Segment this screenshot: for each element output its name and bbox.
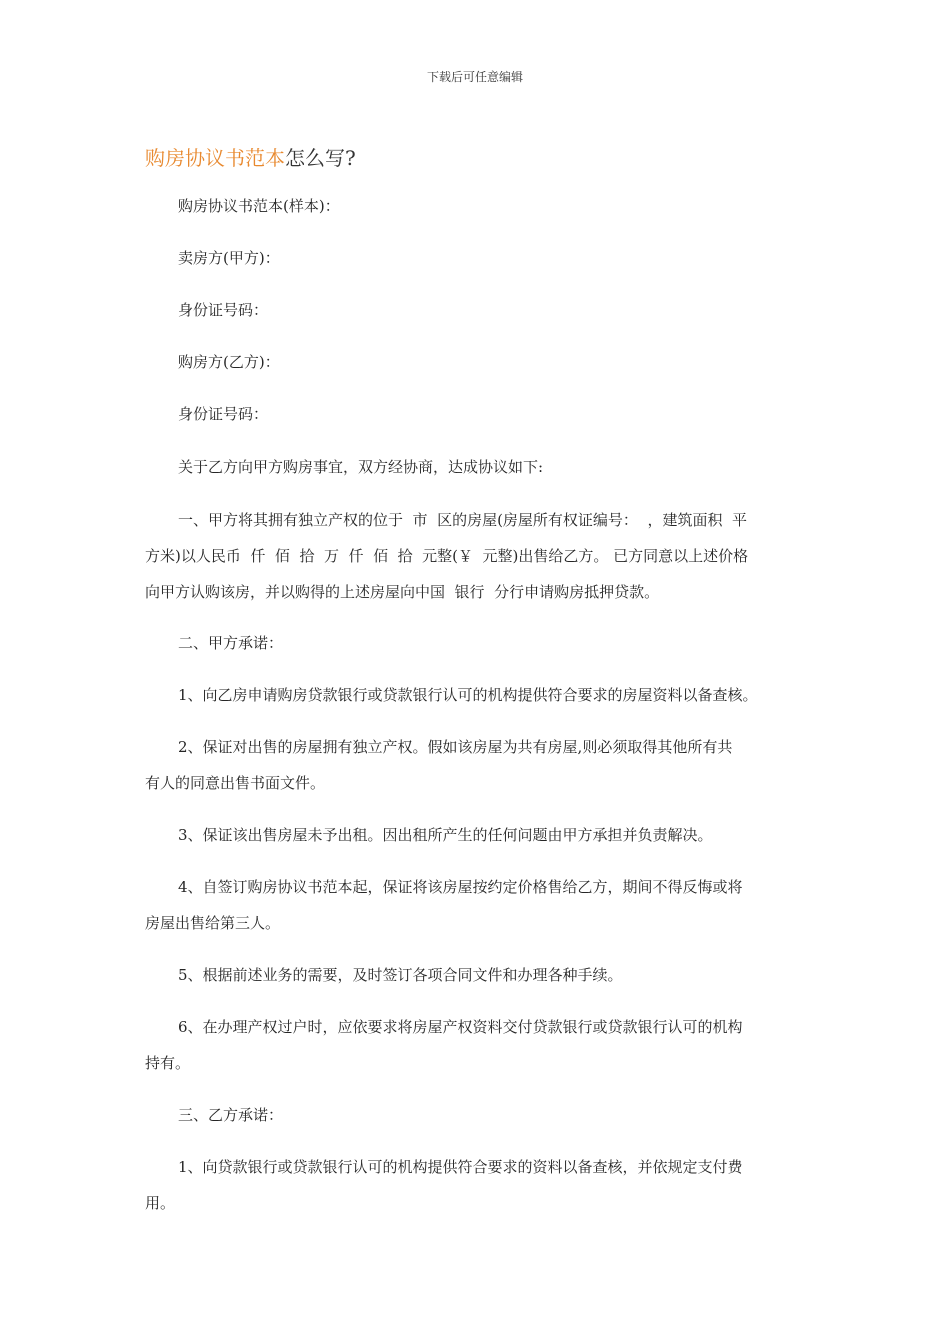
buyer-line: 购房方(乙方)： [178,353,280,371]
party-b-item-1-line-1: 1、向贷款银行或贷款银行认可的机构提供符合要求的资料以备查核，并依规定支付费 [178,1158,743,1176]
clause-one-line-3: 向甲方认购该房，并以购得的上述房屋向中国 银行 分行申请购房抵押贷款。 [145,583,660,601]
party-a-item-4-line-1: 4、自签订购房协议书范本起，保证将该房屋按约定价格售给乙方，期间不得反悔或将 [178,878,743,896]
clause-one-line-1: 一、甲方将其拥有独立产权的位于 市 区的房屋(房屋所有权证编号： ，建筑面积 平 [178,511,748,529]
intro-paragraph: 关于乙方向甲方购房事宜，双方经协商，达成协议如下: [178,458,544,476]
section-two-heading: 二、甲方承诺： [178,634,284,652]
page-header: 下载后可任意编辑 [426,70,523,84]
party-a-item-5: 5、根据前述业务的需要，及时签订各项合同文件和办理各种手续。 [178,966,623,984]
sample-heading: 购房协议书范本(样本)： [178,197,340,215]
party-a-item-4-line-2: 房屋出售给第三人。 [145,914,281,932]
section-three-heading: 三、乙方承诺： [178,1106,284,1124]
party-a-item-1: 1、向乙房申请购房贷款银行或贷款银行认可的机构提供符合要求的房屋资料以备查核。 [178,686,758,704]
party-a-item-6-line-2: 持有。 [145,1054,191,1072]
party-a-item-2-line-2: 有人的同意出售书面文件。 [145,774,326,792]
buyer-id-line: 身份证号码： [178,405,269,423]
party-a-item-2-line-1: 2、保证对出售的房屋拥有独立产权。假如该房屋为共有房屋,则必须取得其他所有共 [178,738,733,756]
document-title [145,142,356,171]
seller-id-line: 身份证号码： [178,301,269,319]
title-rest: 怎么写? [285,146,356,170]
seller-line: 卖房方(甲方)： [178,249,280,267]
party-b-item-1-line-2: 用。 [145,1194,176,1212]
party-a-item-3: 3、保证该出售房屋未予出租。因出租所产生的任何问题由甲方承担并负责解决。 [178,826,713,844]
clause-one-line-2: 方米)以人民币 仟 佰 拾 万 仟 佰 拾 元整(￥ 元整)出售给乙方。 已方同意以上述价格 [145,547,749,565]
party-a-item-6-line-1: 6、在办理产权过户时，应依要求将房屋产权资料交付贷款银行或贷款银行认可的机构 [178,1018,743,1036]
title-highlight: 购房协议书范本 [145,146,285,170]
